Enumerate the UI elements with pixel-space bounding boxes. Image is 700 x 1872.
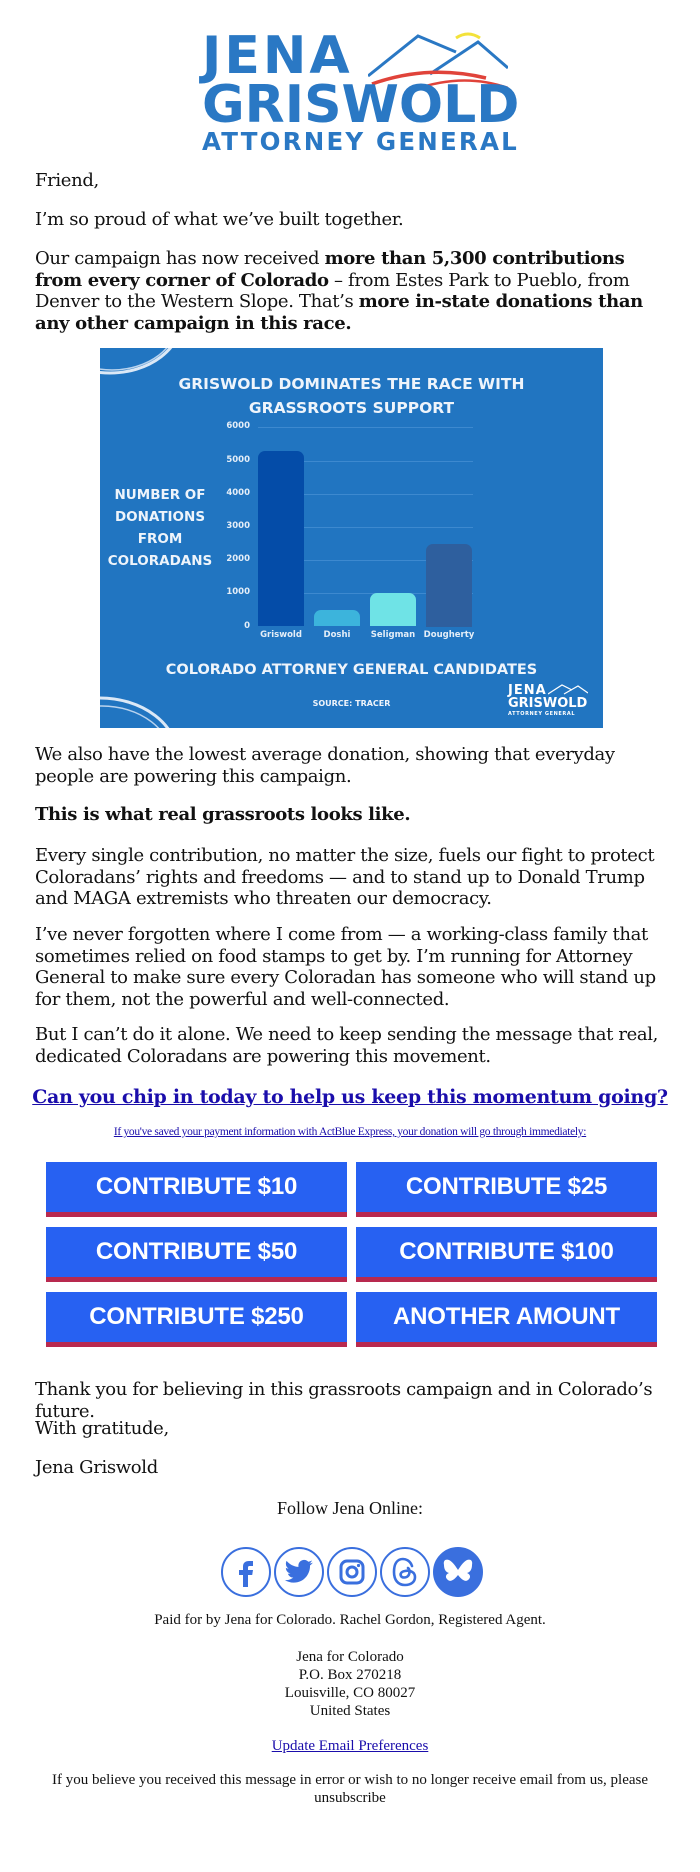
greeting: Friend, (35, 170, 99, 191)
address-line: P.O. Box 270218 (298, 1667, 402, 1683)
paragraph-every-contribution: Every single contribution, no matter the size, fuels our fight to protect Coloradans’ rights and freedoms — and to stand up to Donald Trump and MAGA extremists who threaten our democracy. (35, 845, 655, 909)
paragraph-background: I’ve never forgotten where I come from — a working-class family that sometimes relied on food stamps to get by. I’m running for Attorney General to make sure every Coloradan has someone who will stand up for them, not the powerful and well-connected. (35, 924, 656, 1010)
threads-link[interactable] (380, 1547, 430, 1597)
y-label-line: FROM (137, 531, 183, 547)
bluesky-icon (442, 1558, 474, 1586)
y-label-line: NUMBER OF (114, 487, 206, 503)
mini-logo-line: JENA (508, 683, 547, 698)
bold-span: more in-state donations than any other campaign in this race. (35, 291, 643, 334)
facebook-icon (234, 1557, 258, 1587)
chart-title (100, 372, 603, 420)
chart-y-label (106, 484, 214, 572)
closing-gratitude: With gratitude, (35, 1418, 169, 1439)
y-tick: 4000 (226, 487, 250, 498)
donations-bar-chart (100, 348, 603, 728)
mini-logo-line: ATTORNEY GENERAL (508, 711, 576, 717)
unsubscribe-notice[interactable]: If you believe you received this message in error or wish to no longer receive email from us, please unsubscribe (51, 1772, 649, 1806)
paragraph-grassroots: This is what real grassroots looks like. (35, 804, 411, 825)
address-line: United States (309, 1703, 391, 1719)
social-links (221, 1547, 483, 1597)
threads-icon (391, 1556, 419, 1588)
gridline (258, 427, 473, 428)
instagram-link[interactable] (327, 1547, 377, 1597)
paragraph-proud: I’m so proud of what we’ve built together. (35, 209, 404, 230)
mini-logo-line: GRISWOLD (508, 696, 588, 711)
logo-office: ATTORNEY GENERAL (202, 127, 519, 156)
paragraph-average-donation: We also have the lowest average donation, showing that everyday people are powering this campaign. (35, 744, 615, 787)
y-tick: 3000 (226, 520, 250, 531)
mailing-address (0, 1648, 700, 1720)
logo-last-name: GRISWOLD (202, 75, 520, 135)
text-span: Our campaign has now received (35, 248, 325, 269)
paid-for-disclaimer: Paid for by Jena for Colorado. Rachel Gordon, Registered Agent. (154, 1612, 546, 1628)
y-tick: 1000 (226, 587, 250, 598)
text-span: – from Estes Park to Pueblo, from Denver to the Western Slope. That’s (35, 269, 630, 312)
address-line: Jena for Colorado (296, 1649, 404, 1665)
contribute-50-button[interactable]: CONTRIBUTE $50 (46, 1227, 347, 1282)
y-tick: 0 (244, 620, 250, 631)
bar-seligman (370, 593, 416, 626)
cta-subline (0, 1126, 700, 1138)
actblue-express-link[interactable]: If you've saved your payment information with ActBlue Express, your donation will go through immediately: (113, 1126, 587, 1138)
chart-title-line: GRISWOLD DOMINATES THE RACE WITH (178, 375, 525, 393)
y-tick: 6000 (226, 421, 250, 432)
campaign-logo (198, 16, 520, 156)
bar-dougherty (426, 544, 472, 627)
bar-griswold (258, 451, 304, 627)
x-category-label: Doshi (323, 629, 351, 640)
another-amount-button[interactable]: ANOTHER AMOUNT (356, 1292, 657, 1347)
bold-span: more than 5,300 contributions from every corner of Colorado (35, 248, 625, 291)
chart-x-label: COLORADO ATTORNEY GENERAL CANDIDATES (165, 662, 538, 678)
x-category-label: Seligman (370, 629, 416, 640)
y-tick: 5000 (226, 454, 250, 465)
update-preferences (0, 1738, 700, 1755)
paragraph-contributions (35, 248, 675, 334)
mountain-logo-icon (548, 682, 588, 696)
chart-mini-logo (508, 684, 587, 718)
contribute-25-button[interactable]: CONTRIBUTE $25 (356, 1162, 657, 1217)
chart-source: SOURCE: TRACER (312, 699, 391, 708)
twitter-link[interactable] (274, 1547, 324, 1597)
y-tick: 2000 (226, 554, 250, 565)
instagram-icon (339, 1559, 365, 1585)
bar-doshi (314, 610, 360, 627)
bluesky-link[interactable] (433, 1547, 483, 1597)
facebook-link[interactable] (221, 1547, 271, 1597)
cta-headline (0, 1086, 700, 1108)
contribute-100-button[interactable]: CONTRIBUTE $100 (356, 1227, 657, 1282)
x-category-label: Griswold (260, 629, 302, 640)
y-label-line: COLORADANS (107, 553, 213, 569)
signature: Jena Griswold (35, 1457, 158, 1478)
contribute-10-button[interactable]: CONTRIBUTE $10 (46, 1162, 347, 1217)
follow-label: Follow Jena Online: (277, 1498, 423, 1518)
paragraph-cant-do-alone: But I can’t do it alone. We need to keep sending the message that real, dedicated Coloradans are powering this movement. (35, 1024, 659, 1067)
twitter-icon (284, 1559, 314, 1585)
update-email-preferences-link[interactable]: Update Email Preferences (271, 1738, 429, 1754)
address-line: Louisville, CO 80027 (284, 1685, 416, 1701)
x-category-label: Dougherty (423, 629, 475, 640)
y-label-line: DONATIONS (114, 509, 206, 525)
cta-headline-link[interactable]: Can you chip in today to help us keep this momentum going? (32, 1086, 668, 1108)
chart-title-line: GRASSROOTS SUPPORT (248, 399, 455, 417)
contribute-250-button[interactable]: CONTRIBUTE $250 (46, 1292, 347, 1347)
closing-thanks: Thank you for believing in this grassroots campaign and in Colorado’s future. (35, 1379, 653, 1422)
logo-first-name: JENA (202, 26, 353, 86)
